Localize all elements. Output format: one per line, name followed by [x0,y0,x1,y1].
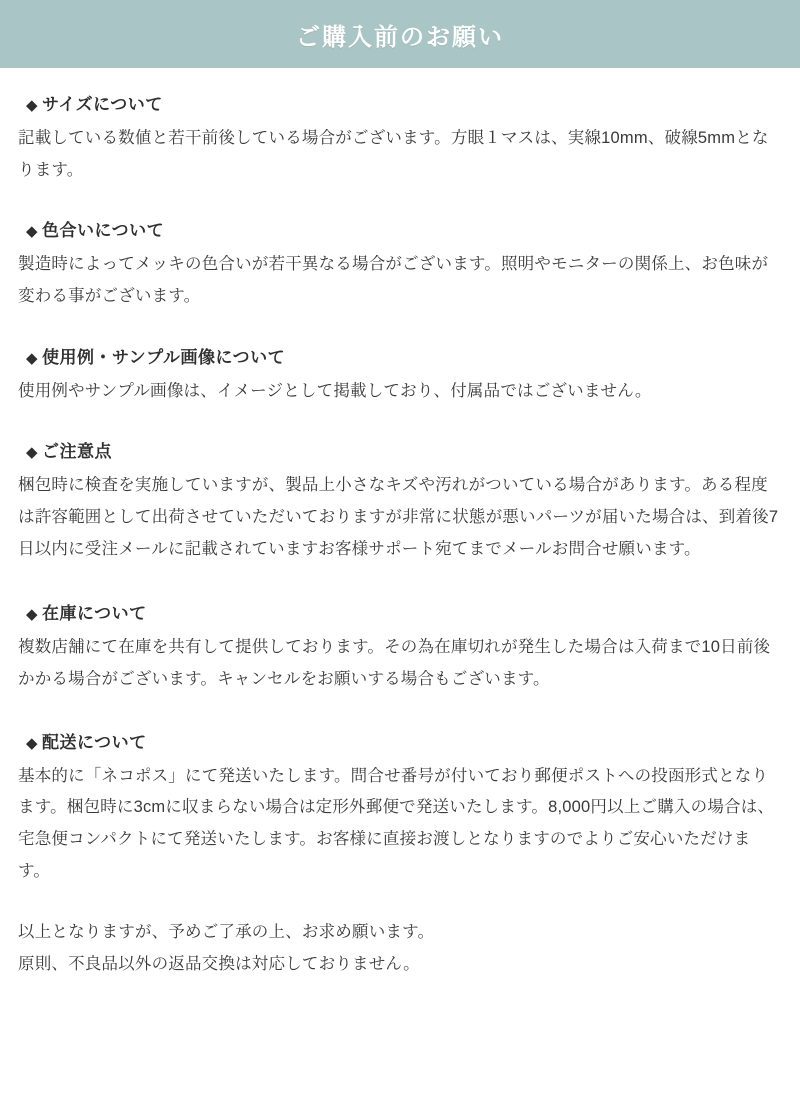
section-stock-heading [26,599,782,624]
section-shipping-heading [26,728,782,753]
section-color [18,216,782,312]
closing-line-2: 原則、不良品以外の返品交換は対応しておりません。 [18,955,420,974]
section-sample-image [18,343,782,408]
section-sample-image-heading [26,343,782,368]
section-caution-heading-label: ご注意点 [42,442,112,462]
page-title: ご購入前のお願い [296,23,504,51]
section-caution-heading [26,437,782,462]
section-sample-image-body: 使用例やサンプル画像は、イメージとして掲載しており、付属品ではございません。 [18,381,652,400]
page-banner [0,0,800,68]
section-caution [18,437,782,565]
notice-content [0,90,800,995]
diamond-icon: ◆ [26,734,39,752]
section-shipping [18,728,782,888]
section-shipping-heading-label: 配送について [42,732,147,752]
diamond-icon: ◆ [26,97,39,114]
section-size-heading [26,90,782,115]
section-color-heading [26,216,782,241]
diamond-icon: ◆ [26,223,39,241]
section-stock [18,599,782,695]
section-shipping-body: 基本的に「ネコポス」にて発送いたします。問合せ番号が付いており郵便ポストへの投函形式となります。梱包時に3cmに収まらない場合は定形外郵便で発送いたします。8,000円以上ご購入の場合は、宅急便コンパクトにて発送いたします。お客様に直接お渡しとなりますのでよりご安心いただけます。 [18,766,775,880]
diamond-icon: ◆ [26,606,39,624]
section-caution-body: 梱包時に検査を実施していますが、製品上小さなキズや汚れがついている場合があります。ある程度は許容範囲として出荷させていただいておりますが非常に状態が悪いパーツが届いた場合は、到着後7日以内に受注メールに記載されていますお客様サポート宛てまでメールお問合せ願います。 [18,476,779,558]
section-sample-image-heading-label: 使用例・サンプル画像について [42,347,286,367]
section-stock-body: 複数店舗にて在庫を共有して提供しております。その為在庫切れが発生した場合は入荷まで10日前後かかる場合がございます。キャンセルをお願いする場合もございます。 [18,638,771,689]
closing-line-1: 以上となりますが、予めご了承の上、お求め願います。 [18,923,435,942]
section-size-heading-label: サイズについて [42,95,163,114]
section-color-heading-label: 色合いについて [42,221,165,241]
section-size [18,90,782,186]
section-stock-heading-label: 在庫について [42,604,147,624]
section-size-body: 記載している数値と若干前後している場合がございます。方眼１マスは、実線10mm、破線5mmとなります。 [18,129,769,179]
closing-note [18,917,782,980]
diamond-icon: ◆ [26,444,39,462]
diamond-icon: ◆ [26,349,39,367]
section-color-body: 製造時によってメッキの色合いが若干異なる場合がございます。照明やモニターの関係上、お色味が変わる事がございます。 [18,255,769,306]
